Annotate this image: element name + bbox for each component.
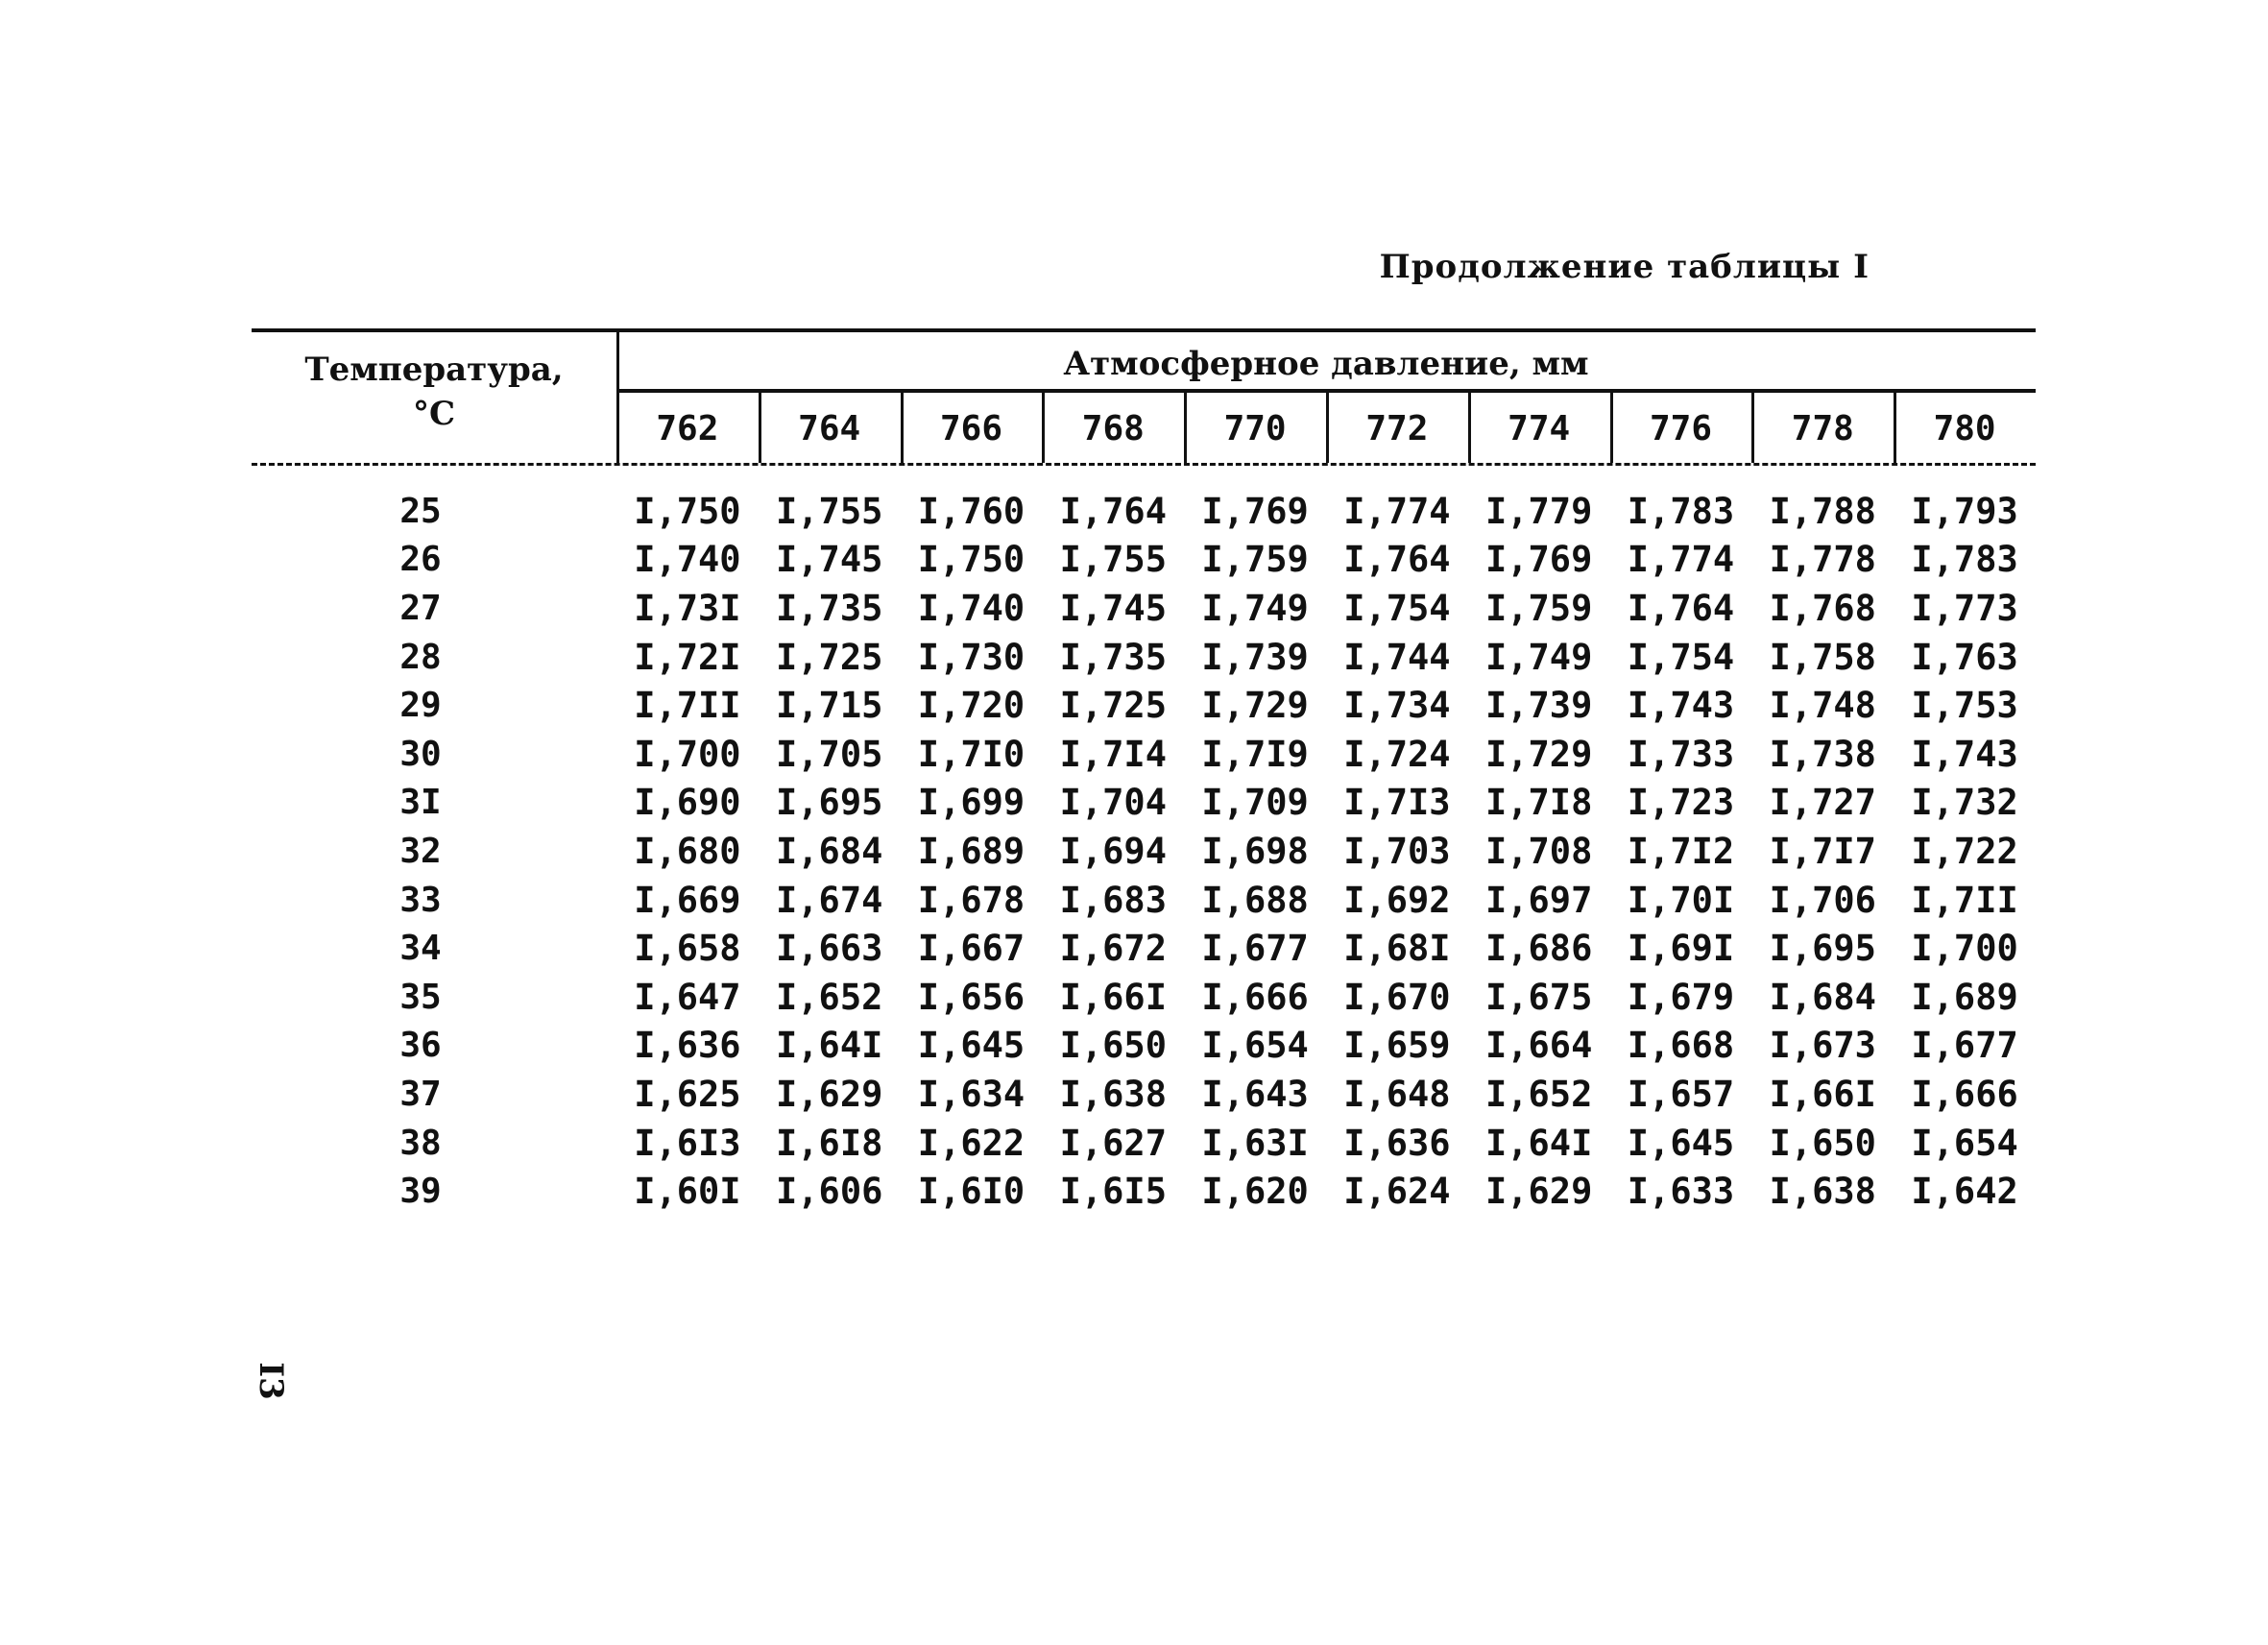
pressure-col-header: 762 bbox=[656, 409, 719, 448]
value-cell: I,754 bbox=[1343, 587, 1451, 629]
value-cell: I,700 bbox=[1911, 928, 2018, 970]
value-cell: I,755 bbox=[1059, 539, 1167, 581]
value-cell: I,668 bbox=[1627, 1025, 1735, 1067]
value-cell: I,678 bbox=[917, 879, 1025, 921]
value-cell: I,743 bbox=[1627, 685, 1735, 727]
column-divider bbox=[1751, 392, 1754, 463]
value-cell: I,759 bbox=[1484, 587, 1593, 629]
value-cell: I,664 bbox=[1484, 1025, 1593, 1067]
table-row bbox=[252, 1167, 2036, 1216]
temperature-header bbox=[252, 348, 616, 436]
value-cell: I,636 bbox=[1343, 1122, 1451, 1164]
column-divider bbox=[1042, 392, 1045, 463]
value-cell: I,656 bbox=[917, 976, 1025, 1018]
value-cell: I,725 bbox=[776, 636, 883, 678]
page-number: I3 bbox=[251, 1362, 290, 1400]
pressure-col-header: 768 bbox=[1081, 409, 1145, 448]
value-cell: I,734 bbox=[1343, 685, 1451, 727]
value-cell: I,744 bbox=[1343, 636, 1451, 678]
value-cell: I,683 bbox=[1059, 879, 1167, 921]
value-cell: I,7I0 bbox=[917, 733, 1025, 775]
value-cell: I,705 bbox=[776, 733, 883, 775]
value-cell: I,636 bbox=[634, 1025, 741, 1067]
value-cell: I,703 bbox=[1343, 830, 1451, 872]
value-cell: I,740 bbox=[917, 587, 1025, 629]
value-cell: I,706 bbox=[1769, 879, 1876, 921]
value-cell: I,677 bbox=[1201, 928, 1309, 970]
value-cell: I,6I8 bbox=[776, 1122, 883, 1164]
value-cell: I,774 bbox=[1343, 490, 1451, 532]
column-divider bbox=[1894, 392, 1896, 463]
value-cell: I,778 bbox=[1769, 539, 1876, 581]
temperature-cell: 37 bbox=[399, 1074, 442, 1114]
value-cell: I,738 bbox=[1769, 733, 1876, 775]
temperature-cell: 33 bbox=[399, 880, 442, 920]
table-row bbox=[252, 1022, 2036, 1071]
value-cell: I,755 bbox=[776, 490, 883, 532]
table-row bbox=[252, 681, 2036, 730]
table-row bbox=[252, 1119, 2036, 1168]
value-cell: I,699 bbox=[917, 782, 1025, 824]
temperature-label: Температура, bbox=[304, 351, 564, 389]
value-cell: I,754 bbox=[1627, 636, 1735, 678]
temperature-cell: 29 bbox=[399, 686, 442, 726]
value-cell: I,759 bbox=[1201, 539, 1309, 581]
value-cell: I,7I8 bbox=[1484, 782, 1593, 824]
value-cell: I,7II bbox=[634, 685, 741, 727]
column-divider bbox=[759, 392, 761, 463]
value-cell: I,694 bbox=[1059, 830, 1167, 872]
temperature-cell: 28 bbox=[399, 637, 442, 677]
temperature-cell: 35 bbox=[399, 977, 442, 1017]
value-cell: I,732 bbox=[1911, 782, 2018, 824]
table-row bbox=[252, 730, 2036, 779]
value-cell: I,666 bbox=[1201, 976, 1309, 1018]
table-caption: Продолжение таблицы I bbox=[1379, 248, 1870, 286]
value-cell: I,698 bbox=[1201, 830, 1309, 872]
value-cell: I,735 bbox=[1059, 636, 1167, 678]
value-cell: I,670 bbox=[1343, 976, 1451, 1018]
value-cell: I,745 bbox=[1059, 587, 1167, 629]
pressure-col-header: 780 bbox=[1933, 409, 1996, 448]
table-row bbox=[252, 827, 2036, 876]
column-divider bbox=[1326, 392, 1329, 463]
value-cell: I,627 bbox=[1059, 1122, 1167, 1164]
value-cell: I,695 bbox=[1769, 928, 1876, 970]
value-cell: I,723 bbox=[1627, 782, 1735, 824]
value-cell: I,749 bbox=[1484, 636, 1593, 678]
value-cell: I,700 bbox=[634, 733, 741, 775]
value-cell: I,727 bbox=[1769, 782, 1876, 824]
value-cell: I,654 bbox=[1911, 1122, 2018, 1164]
header-bottom-rule bbox=[252, 463, 2036, 469]
table-row bbox=[252, 584, 2036, 633]
value-cell: I,704 bbox=[1059, 782, 1167, 824]
value-cell: I,788 bbox=[1769, 490, 1876, 532]
value-cell: I,645 bbox=[917, 1025, 1025, 1067]
value-cell: I,625 bbox=[634, 1073, 741, 1115]
value-cell: I,633 bbox=[1627, 1171, 1735, 1213]
temperature-cell: 27 bbox=[399, 588, 442, 628]
value-cell: I,708 bbox=[1484, 830, 1593, 872]
value-cell: I,774 bbox=[1627, 539, 1735, 581]
value-cell: I,697 bbox=[1484, 879, 1593, 921]
value-cell: I,688 bbox=[1201, 879, 1309, 921]
value-cell: I,634 bbox=[917, 1073, 1025, 1115]
value-cell: I,647 bbox=[634, 976, 741, 1018]
value-cell: I,648 bbox=[1343, 1073, 1451, 1115]
value-cell: I,715 bbox=[776, 685, 883, 727]
value-cell: I,720 bbox=[917, 685, 1025, 727]
value-cell: I,750 bbox=[917, 539, 1025, 581]
value-cell: I,769 bbox=[1484, 539, 1593, 581]
value-cell: I,64I bbox=[776, 1025, 883, 1067]
temperature-cell: 32 bbox=[399, 831, 442, 871]
pressure-col-header: 774 bbox=[1508, 409, 1571, 448]
value-cell: I,620 bbox=[1201, 1171, 1309, 1213]
value-cell: I,6I0 bbox=[917, 1171, 1025, 1213]
pressure-col-header: 770 bbox=[1223, 409, 1287, 448]
table-row bbox=[252, 1070, 2036, 1119]
value-cell: I,73I bbox=[634, 587, 741, 629]
value-cell: I,624 bbox=[1343, 1171, 1451, 1213]
value-cell: I,672 bbox=[1059, 928, 1167, 970]
value-cell: I,763 bbox=[1911, 636, 2018, 678]
value-cell: I,645 bbox=[1627, 1122, 1735, 1164]
value-cell: I,60I bbox=[634, 1171, 741, 1213]
column-divider bbox=[901, 392, 904, 463]
value-cell: I,66I bbox=[1769, 1073, 1876, 1115]
value-cell: I,729 bbox=[1484, 733, 1593, 775]
temperature-cell: 3I bbox=[399, 783, 442, 823]
value-cell: I,743 bbox=[1911, 733, 2018, 775]
value-cell: I,764 bbox=[1627, 587, 1735, 629]
value-cell: I,760 bbox=[917, 490, 1025, 532]
value-cell: I,7I4 bbox=[1059, 733, 1167, 775]
value-cell: I,69I bbox=[1627, 928, 1735, 970]
value-cell: I,730 bbox=[917, 636, 1025, 678]
value-cell: I,783 bbox=[1627, 490, 1735, 532]
temperature-cell: 38 bbox=[399, 1123, 442, 1163]
value-cell: I,750 bbox=[634, 490, 741, 532]
value-cell: I,650 bbox=[1059, 1025, 1167, 1067]
value-cell: I,680 bbox=[634, 830, 741, 872]
column-divider bbox=[1468, 392, 1471, 463]
value-cell: I,63I bbox=[1201, 1122, 1309, 1164]
pressure-col-header: 772 bbox=[1365, 409, 1429, 448]
temperature-cell: 30 bbox=[399, 734, 442, 774]
value-cell: I,72I bbox=[634, 636, 741, 678]
value-cell: I,70I bbox=[1627, 879, 1735, 921]
value-cell: I,684 bbox=[1769, 976, 1876, 1018]
value-cell: I,657 bbox=[1627, 1073, 1735, 1115]
value-cell: I,7I7 bbox=[1769, 830, 1876, 872]
temperature-cell: 39 bbox=[399, 1172, 442, 1212]
value-cell: I,64I bbox=[1484, 1122, 1593, 1164]
table-row bbox=[252, 536, 2036, 585]
temperature-cell: 26 bbox=[399, 540, 442, 580]
temperature-cell: 25 bbox=[399, 491, 442, 531]
value-cell: I,6I5 bbox=[1059, 1171, 1167, 1213]
value-cell: I,709 bbox=[1201, 782, 1309, 824]
pressure-col-header: 766 bbox=[939, 409, 1002, 448]
table-row bbox=[252, 876, 2036, 925]
pressure-col-header: 778 bbox=[1791, 409, 1854, 448]
value-cell: I,739 bbox=[1201, 636, 1309, 678]
value-cell: I,652 bbox=[1484, 1073, 1593, 1115]
value-cell: I,674 bbox=[776, 879, 883, 921]
value-cell: I,684 bbox=[776, 830, 883, 872]
value-cell: I,7I2 bbox=[1627, 830, 1735, 872]
value-cell: I,663 bbox=[776, 928, 883, 970]
value-cell: I,768 bbox=[1769, 587, 1876, 629]
value-cell: I,764 bbox=[1343, 539, 1451, 581]
value-cell: I,66I bbox=[1059, 976, 1167, 1018]
value-cell: I,679 bbox=[1627, 976, 1735, 1018]
value-cell: I,769 bbox=[1201, 490, 1309, 532]
value-cell: I,773 bbox=[1911, 587, 2018, 629]
value-cell: I,758 bbox=[1769, 636, 1876, 678]
table-row bbox=[252, 487, 2036, 536]
value-cell: I,764 bbox=[1059, 490, 1167, 532]
value-cell: I,733 bbox=[1627, 733, 1735, 775]
value-cell: I,650 bbox=[1769, 1122, 1876, 1164]
value-cell: I,745 bbox=[776, 539, 883, 581]
value-cell: I,6I3 bbox=[634, 1122, 741, 1164]
value-cell: I,606 bbox=[776, 1171, 883, 1213]
value-cell: I,677 bbox=[1911, 1025, 2018, 1067]
value-cell: I,735 bbox=[776, 587, 883, 629]
value-cell: I,740 bbox=[634, 539, 741, 581]
value-cell: I,793 bbox=[1911, 490, 2018, 532]
value-cell: I,689 bbox=[1911, 976, 2018, 1018]
value-cell: I,638 bbox=[1769, 1171, 1876, 1213]
value-cell: I,690 bbox=[634, 782, 741, 824]
value-cell: I,7I9 bbox=[1201, 733, 1309, 775]
value-cell: I,7II bbox=[1911, 879, 2018, 921]
pressure-col-header: 776 bbox=[1649, 409, 1712, 448]
value-cell: I,659 bbox=[1343, 1025, 1451, 1067]
value-cell: I,724 bbox=[1343, 733, 1451, 775]
value-cell: I,652 bbox=[776, 976, 883, 1018]
temperature-cell: 34 bbox=[399, 929, 442, 969]
value-cell: I,692 bbox=[1343, 879, 1451, 921]
value-cell: I,689 bbox=[917, 830, 1025, 872]
table-row bbox=[252, 779, 2036, 828]
column-divider bbox=[616, 332, 619, 463]
table-row bbox=[252, 924, 2036, 973]
pressure-header: Атмосферное давление, мм bbox=[1063, 345, 1589, 383]
value-cell: I,748 bbox=[1769, 685, 1876, 727]
value-cell: I,7I3 bbox=[1343, 782, 1451, 824]
value-cell: I,725 bbox=[1059, 685, 1167, 727]
value-cell: I,629 bbox=[1484, 1171, 1593, 1213]
value-cell: I,68I bbox=[1343, 928, 1451, 970]
table-row bbox=[252, 973, 2036, 1022]
value-cell: I,783 bbox=[1911, 539, 2018, 581]
value-cell: I,722 bbox=[1911, 830, 2018, 872]
value-cell: I,749 bbox=[1201, 587, 1309, 629]
value-cell: I,673 bbox=[1769, 1025, 1876, 1067]
value-cell: I,638 bbox=[1059, 1073, 1167, 1115]
value-cell: I,779 bbox=[1484, 490, 1593, 532]
value-cell: I,658 bbox=[634, 928, 741, 970]
temperature-cell: 36 bbox=[399, 1026, 442, 1066]
pressure-col-header: 764 bbox=[798, 409, 861, 448]
column-divider bbox=[1610, 392, 1613, 463]
value-cell: I,622 bbox=[917, 1122, 1025, 1164]
value-cell: I,669 bbox=[634, 879, 741, 921]
temperature-unit: °C bbox=[412, 395, 456, 433]
value-cell: I,654 bbox=[1201, 1025, 1309, 1067]
table-top-rule bbox=[252, 328, 2036, 332]
value-cell: I,667 bbox=[917, 928, 1025, 970]
table-body bbox=[252, 487, 2036, 1216]
value-cell: I,686 bbox=[1484, 928, 1593, 970]
value-cell: I,666 bbox=[1911, 1073, 2018, 1115]
value-cell: I,729 bbox=[1201, 685, 1309, 727]
value-cell: I,675 bbox=[1484, 976, 1593, 1018]
column-divider bbox=[1184, 392, 1187, 463]
value-cell: I,642 bbox=[1911, 1171, 2018, 1213]
value-cell: I,643 bbox=[1201, 1073, 1309, 1115]
table-row bbox=[252, 633, 2036, 682]
value-cell: I,629 bbox=[776, 1073, 883, 1115]
value-cell: I,739 bbox=[1484, 685, 1593, 727]
value-cell: I,695 bbox=[776, 782, 883, 824]
value-cell: I,753 bbox=[1911, 685, 2018, 727]
